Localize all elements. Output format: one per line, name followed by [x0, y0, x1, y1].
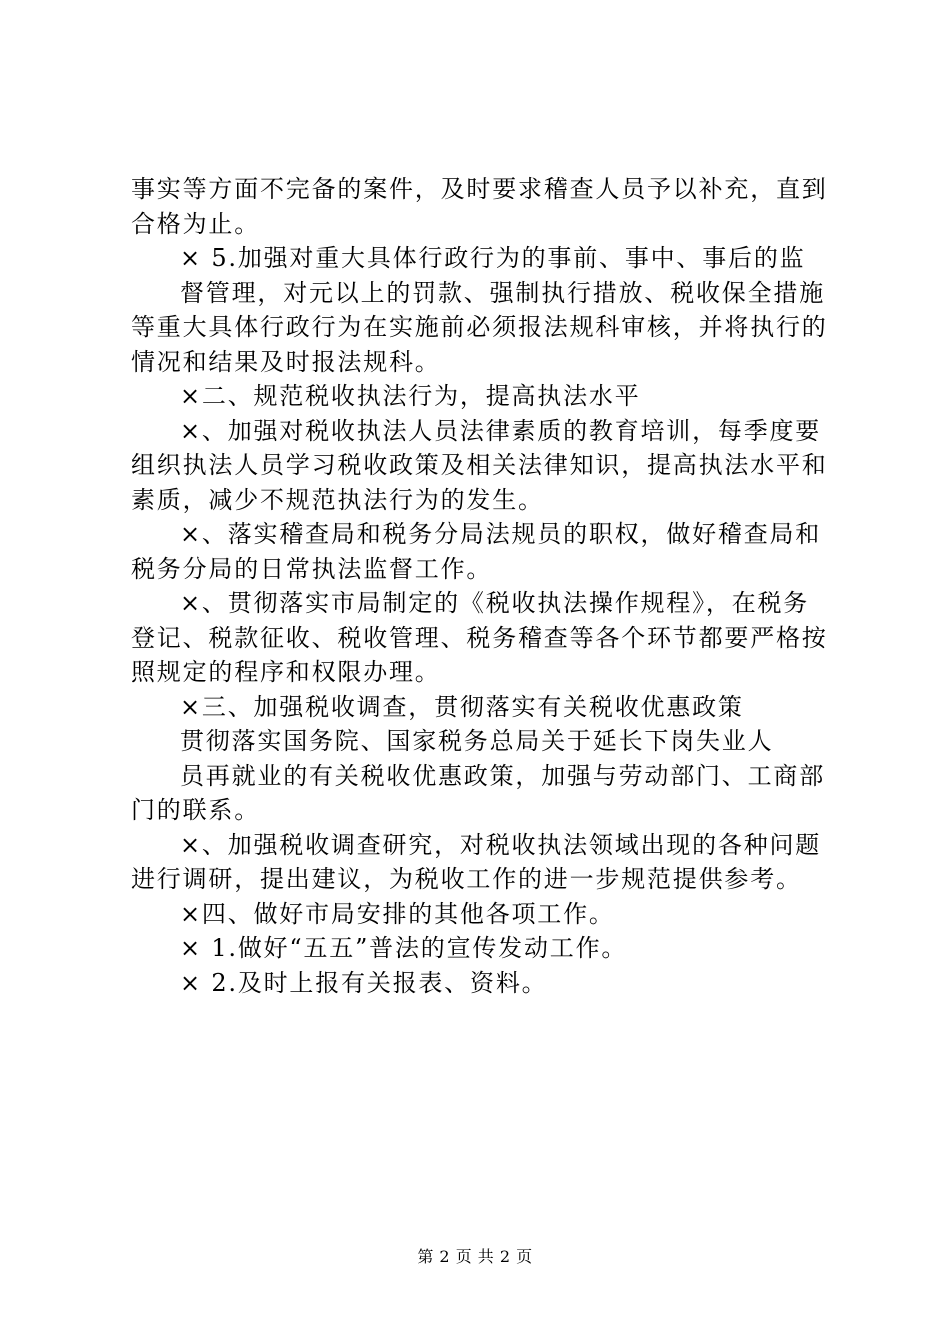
text-line: 督管理，对元以上的罚款、强制执行措放、税收保全措施: [180, 278, 825, 307]
text-line: ×、加强对税收执法人员法律素质的教育培训，每季度要: [180, 416, 822, 445]
text-line: 门的联系。: [131, 796, 260, 824]
page-footer: 第 2 页 共 2 页: [417, 1247, 533, 1266]
text-line: 情况和结果及时报法规科。: [131, 347, 441, 376]
text-line: ×二、规范税收执法行为，提高执法水平: [180, 382, 641, 410]
text-line: 贯彻落实国务院、国家税务总局关于延长下岗失业人: [180, 727, 774, 755]
text-line: 照规定的程序和权限办理。: [131, 658, 441, 686]
text-line: ×、贯彻落实市局制定的《税收执法操作规程》，在税务: [180, 589, 810, 617]
text-line: 员再就业的有关税收优惠政策，加强与劳动部门、工商部: [180, 761, 825, 790]
text-line: × 1.做好“五五”普法的宣传发动工作。: [180, 934, 628, 962]
text-line: 组织执法人员学习税收政策及相关法律知识，提高执法水平和: [131, 451, 828, 479]
text-line: 事实等方面不完备的案件，及时要求稽查人员予以补充，直到: [131, 175, 828, 203]
text-line: ×三、加强税收调查，贯彻落实有关税收优惠政策: [180, 692, 744, 721]
text-line: ×、落实稽查局和税务分局法规员的职权，做好稽查局和: [180, 520, 822, 548]
text-line: 等重大具体行政行为在实施前必须报法规科审核，并将执行的: [131, 313, 828, 341]
text-line: × 5.加强对重大具体行政行为的事前、事中、事后的监: [180, 244, 806, 272]
text-line: ×、加强税收调查研究，对税收执法领域出现的各种问题: [180, 830, 822, 859]
text-line: 税务分局的日常执法监督工作。: [131, 554, 493, 583]
text-line: 登记、税款征收、税收管理、税务稽查等各个环节都要严格按: [131, 623, 828, 652]
text-line: 进行调研，提出建议，为税收工作的进一步规范提供参考。: [131, 865, 802, 893]
text-line: 合格为止。: [131, 209, 260, 238]
text-line: 素质，减少不规范执法行为的发生。: [131, 485, 544, 514]
text-line: ×四、做好市局安排的其他各项工作。: [180, 899, 615, 928]
document-body: [131, 172, 831, 1000]
text-line: × 2.及时上报有关报表、资料。: [180, 968, 548, 997]
